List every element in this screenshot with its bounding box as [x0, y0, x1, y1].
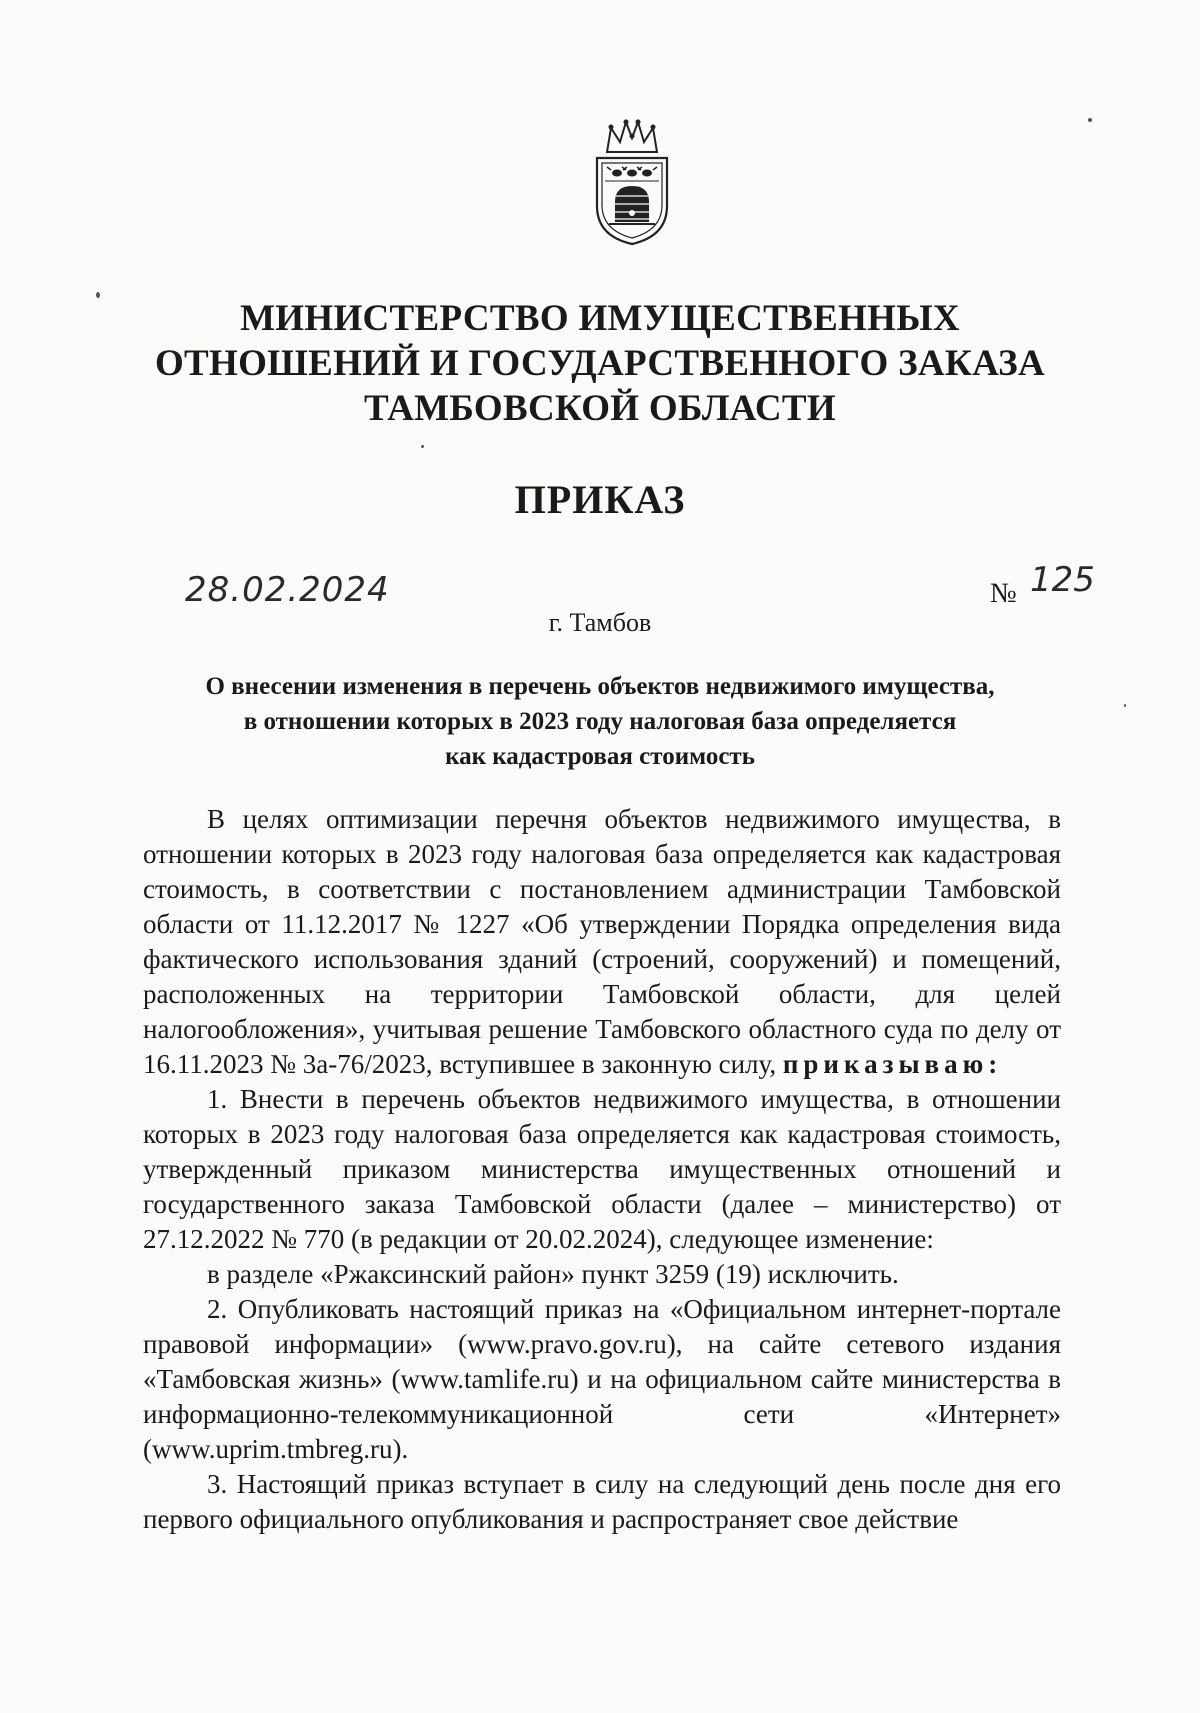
document-type: ПРИКАЗ [514, 477, 686, 522]
coat-of-arms-icon [585, 118, 679, 246]
subject-line-1: О внесении изменения в перечень объектов недвижимого имущества, [205, 673, 995, 700]
ministry-line-1: МИНИСТЕРСТВО ИМУЩЕСТВЕННЫХ [240, 298, 960, 339]
number-label: № [990, 578, 1017, 609]
ministry-line-2: ОТНОШЕНИЙ И ГОСУДАРСТВЕННОГО ЗАКАЗА [154, 343, 1046, 384]
command-word: приказываю: [782, 1049, 1003, 1079]
item-1-paragraph: 1. Внести в перечень объектов недвижимого имущества, в отношении которых в 2023 году налоговая база определяется как кадастровая стоимость, утвержденный приказом министерства имущественных отношений и государственного заказа Тамбовской области (далее – министерство) от 27.12.2022 № 770 (в редакции от 20.02.2024), следующее изменение: [143, 1084, 1061, 1254]
subject-line-3: как кадастровая стоимость [445, 743, 755, 770]
ministry-name [130, 296, 1070, 431]
preamble-text: В целях оптимизации перечня объектов недвижимого имущества, в отношении которых в 2023 году налоговая база определяется как кадастровая стоимость, в соответствии с постановлением администрации Тамбовской области от 11.12.2017 № 1227 «Об утверждении Порядка определения вида фактического использования зданий (строений, сооружений) и помещений, расположенных на территории Тамбовской области, для целей налогообложения», учитывая решение Тамбовского областного суда по делу от 16.11.2023 № 3а-76/2023, вступившее в законную силу, [143, 804, 1061, 1079]
order-body [143, 802, 1061, 1537]
order-number: 125 [1030, 560, 1095, 600]
subject-line-2: в отношении которых в 2023 году налоговая база определяется [243, 708, 957, 735]
preamble-paragraph [143, 802, 1061, 1082]
scan-speck [1124, 704, 1126, 707]
item-1-change-paragraph: в разделе «Ржаксинский район» пункт 3259 (19) исключить. [207, 1259, 899, 1289]
city: г. Тамбов [548, 608, 652, 637]
scan-speck [421, 445, 424, 448]
scan-speck [1088, 118, 1092, 122]
ministry-line-3: ТАМБОВСКОЙ ОБЛАСТИ [364, 388, 836, 429]
order-date: 28.02.2024 [185, 570, 390, 610]
order-subject [150, 669, 1050, 774]
item-2-paragraph: 2. Опубликовать настоящий приказ на «Официальном интернет-портале правовой информации» (www.pravo.gov.ru), на сайте сетевого издания «Тамбовская жизнь» (www.tamlife.ru) и на официальном сайте министерства в информационно-телекоммуникационной сети «Интернет» (www.uprim.tmbreg.ru). [143, 1294, 1061, 1464]
scan-speck [96, 292, 100, 298]
item-3-paragraph: 3. Настоящий приказ вступает в силу на следующий день после дня его первого официального опубликования и распространяет свое действие [143, 1469, 1061, 1534]
